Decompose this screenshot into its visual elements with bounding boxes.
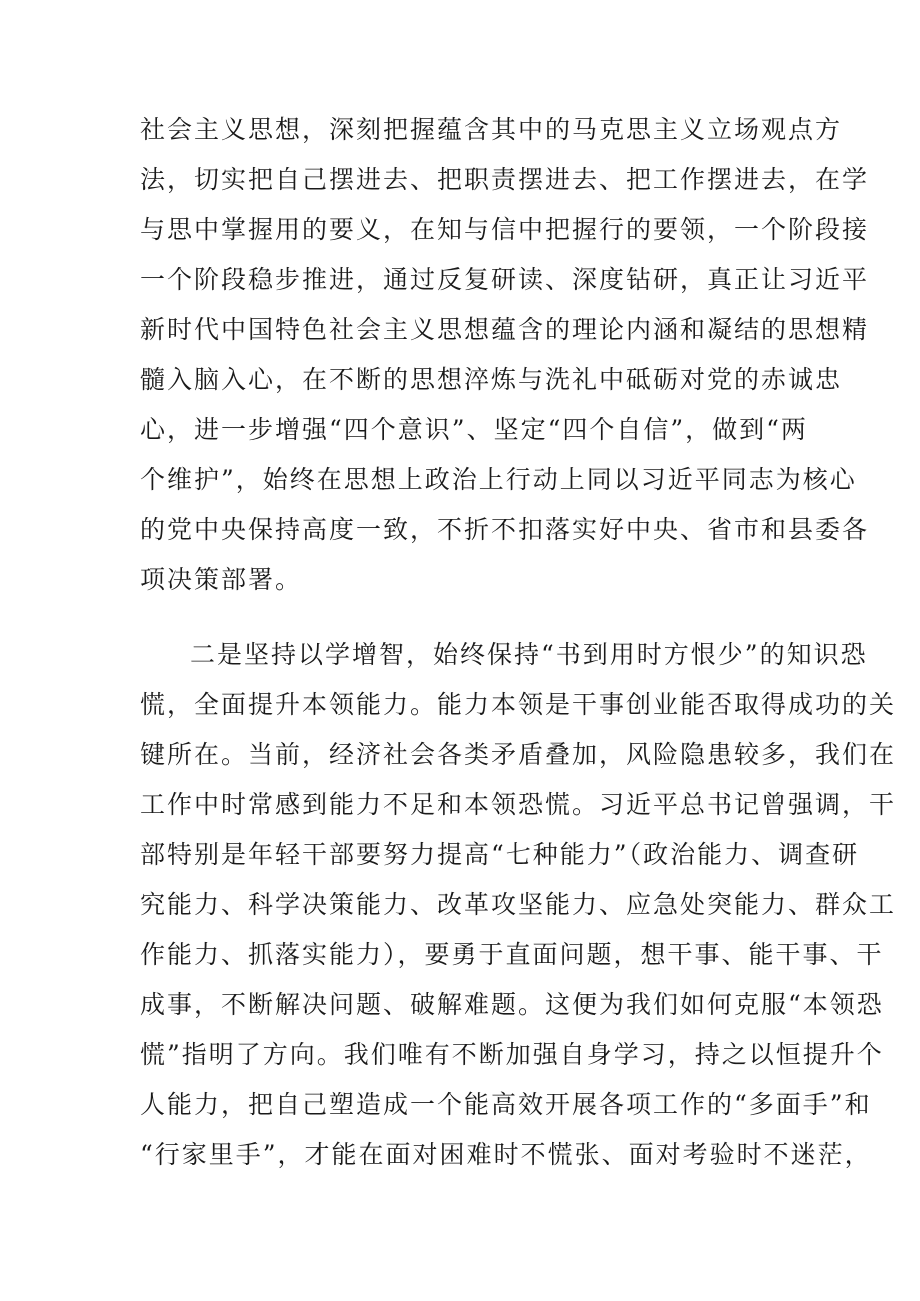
text-line: 项决策部署。: [140, 565, 303, 594]
text-line: 法，切实把自己摆进去、把职责摆进去、把工作摆进去，在学: [140, 165, 870, 194]
text-line: 人能力，把自己塑造成一个能高效开展各项工作的“多面手”和: [140, 1090, 872, 1119]
text-line: 慌”指明了方向。我们唯有不断加强自身学习，持之以恒提升个: [140, 1040, 884, 1069]
text-line: 工作中时常感到能力不足和本领恐慌。习近平总书记曾强调，干: [140, 790, 897, 819]
text-line: 键所在。当前，经济社会各类矛盾叠加，风险隐患较多，我们在: [140, 740, 897, 769]
text-line: 二是坚持以学增智，始终保持“书到用时方恨少”的知识恐: [190, 640, 868, 669]
text-line: 的党中央保持高度一致，不折不扣落实好中央、省市和县委各: [140, 515, 870, 544]
text-line: 部特别是年轻干部要努力提高“七种能力”（政治能力、调查研: [140, 840, 860, 869]
text-line: 与思中掌握用的要义，在知与信中把握行的要领，一个阶段接: [140, 215, 870, 244]
text-line: 个维护”，始终在思想上政治上行动上同以习近平同志为核心: [140, 465, 857, 494]
text-line: 成事，不断解决问题、破解难题。这便为我们如何克服“本领恐: [140, 990, 884, 1019]
text-line: 心，进一步增强“四个意识”、坚定“四个自信”，做到“两: [140, 415, 808, 444]
text-line: “行家里手”，才能在面对困难时不慌张、面对考验时不迷茫，: [140, 1140, 872, 1169]
text-line: 髓入脑入心，在不断的思想淬炼与洗礼中砥砺对党的赤诚忠: [140, 365, 843, 394]
text-line: 究能力、科学决策能力、改革攻坚能力、应急处突能力、群众工: [140, 890, 897, 919]
text-line: 新时代中国特色社会主义思想蕴含的理论内涵和凝结的思想精: [140, 315, 870, 344]
text-line: 社会主义思想，深刻把握蕴含其中的马克思主义立场观点方: [140, 115, 843, 144]
text-line: 一个阶段稳步推进，通过反复研读、深度钻研，真正让习近平: [140, 265, 870, 294]
text-line: 作能力、抓落实能力），要勇于直面问题，想干事、能干事、干: [140, 940, 884, 969]
text-line: 慌，全面提升本领能力。能力本领是干事创业能否取得成功的关: [140, 690, 897, 719]
